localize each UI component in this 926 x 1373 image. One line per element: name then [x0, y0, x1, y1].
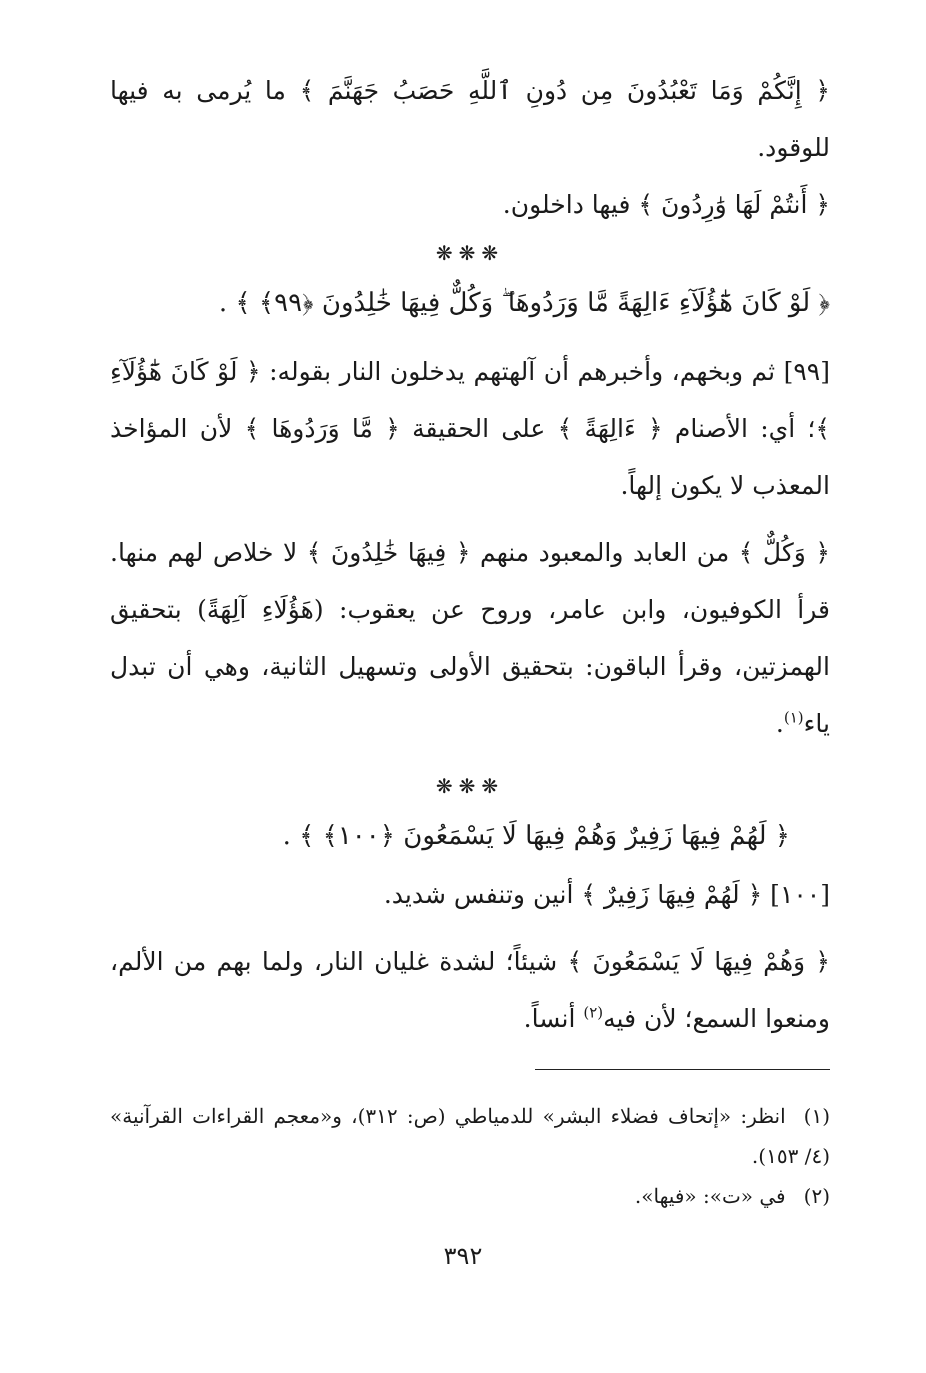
footnote-text: انظر: «إتحاف فضلاء البشر» للدمياطي (ص: ٣١٢)، و«معجم القراءات القرآنية» (٤/ ١٥٣).: [110, 1104, 830, 1168]
footnote-2: [110, 1176, 830, 1216]
footnote-text: في «ت»: «فيها».: [634, 1184, 786, 1208]
page-body: [110, 62, 830, 1216]
period: .: [775, 709, 784, 738]
commentary-100: [١٠٠] ﴿ لَهُمْ فِيهَا زَفِيرٌ ﴾ أنين وتنفس شديد.: [383, 880, 830, 909]
verse-99: ﴿ لَوْ كَانَ هَٰٓؤُلَآءِ ءَالِهَةً مَّا وَرَدُوهَا ۖ وَكُلٌّ فِيهَا خَٰلِدُونَ ﴿٩٩﴾ ﴾ .: [218, 288, 830, 318]
commentary-text: ﴿ وَهُمْ فِيهَا لَا يَسْمَعُونَ ﴾ شيئاً؛ لشدة غليان النار، ولما بهم من الألم، ومنعوا السمع؛ لأن فيه: [110, 947, 830, 1033]
commentary-100-continued: [110, 933, 830, 1047]
paragraph-2: ﴿ أَنتُمْ لَهَا وَٰرِدُونَ ﴾ فيها داخلون.: [502, 190, 830, 219]
section-separator: ❋❋❋: [435, 241, 505, 265]
commentary-99: [٩٩] ثم وبخهم، وأخبرهم أن آلهتهم يدخلون النار بقوله: ﴿ لَوْ كَانَ هَٰٓؤُلَآءِ ﴾؛ أي: الأصنام ﴿ ءَالِهَةً ﴾ على الحقيقة ﴿ مَّا وَرَدُوهَا ﴾ لأن المؤاخذ المعذب لا يكون إلهاً.: [110, 357, 830, 500]
verse-100: ﴿ لَهُمْ فِيهَا زَفِيرٌ وَهُمْ فِيهَا لَا يَسْمَعُونَ ﴿١٠٠﴾ ﴾ .: [282, 821, 790, 851]
footnote-number: (١): [803, 1104, 831, 1128]
section-separator: ❋❋❋: [435, 774, 505, 798]
footnote-number: (٢): [803, 1184, 830, 1208]
footnote-ref-1: (١): [783, 708, 804, 727]
page-number: ٣٩٢: [443, 1242, 483, 1270]
commentary-end: أنساً.: [523, 1004, 584, 1033]
paragraph-1: ﴿ إِنَّكُمْ وَمَا تَعْبُدُونَ مِن دُونِ ٱللَّهِ حَصَبُ جَهَنَّمَ ﴾ ما يُرمى به فيها للوقود.: [110, 76, 830, 162]
footnote-1: [110, 1096, 830, 1176]
commentary-text: ﴿ وَكُلٌّ ﴾ من العابد والمعبود منهم ﴿ فِيهَا خَٰلِدُونَ ﴾ لا خلاص لهم منها. قرأ الكوفيون، وابن عامر، وروح عن يعقوب: (هَؤُلَاءِ آلِهَةً) بتحقيق الهمزتين، وقرأ الباقون: بتحقيق الأولى وتسهيل الثانية، وهي أن تبدل ياء: [110, 538, 830, 738]
commentary-99-continued: [110, 524, 830, 752]
footnote-divider: [535, 1069, 830, 1070]
footnote-ref-2: (٢): [583, 1003, 604, 1022]
